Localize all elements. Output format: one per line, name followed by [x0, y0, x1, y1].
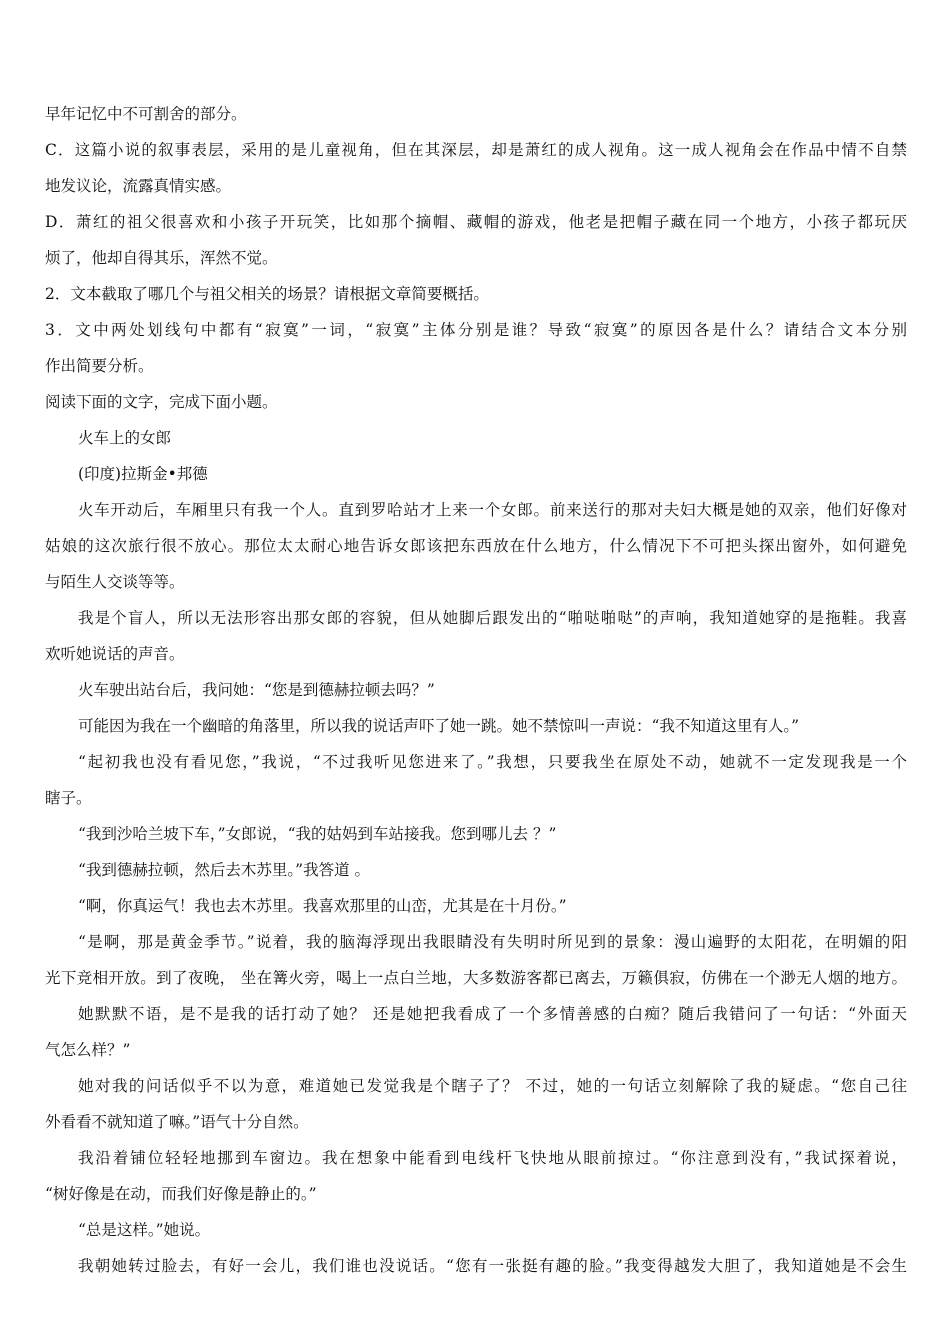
story-paragraph-line: 我是个盲人，所以无法形容出那女郎的容貌，但从她脚后跟发出的“啪哒啪哒”的声响，我知道她穿的是拖鞋。我喜: [78, 609, 907, 627]
question-2: 2．文本截取了哪几个与祖父相关的场景？请根据文章简要概括。: [45, 285, 489, 303]
story-paragraph-line: 我朝她转过脸去，有好一会儿，我们谁也没说话。“您有一张挺有趣的脸。”我变得越发大胆了，我知道她是不会生: [78, 1257, 907, 1275]
option-d-line: D．萧红的祖父很喜欢和小孩子开玩笑，比如那个摘帽、藏帽的游戏，他老是把帽子藏在同一个地方，小孩子都玩厌: [45, 213, 907, 231]
text-line: 烦了，他却自得其乐，浑然不觉。: [45, 249, 278, 267]
story-paragraph-line: “我到沙哈兰坡下车，”女郎说，“我的姑妈到车站接我。您到哪儿去 ？”: [78, 825, 557, 843]
story-author: (印度)拉斯金•邦德: [78, 465, 208, 483]
story-paragraph-line: 气怎么样？”: [45, 1041, 131, 1059]
question-3: 3．文中两处划线句中都有“寂寞”一词，“寂寞”主体分别是谁？导致“寂寞”的原因各是什么？请结合文本分别: [45, 321, 907, 339]
text-line: 地发议论，流露真情实感。: [45, 177, 232, 195]
story-paragraph-line: 欢听她说话的声音。: [45, 645, 185, 663]
story-paragraph-line: “是啊，那是黄金季节。”说着，我的脑海浮现出我眼睛没有失明时所见到的景象：漫山遍野的太阳花，在明媚的阳: [78, 933, 907, 951]
reading-instruction: 阅读下面的文字，完成下面小题。: [45, 393, 278, 411]
story-paragraph-line: 火车开动后，车厢里只有我一个人。直到罗哈站才上来一个女郎。前来送行的那对夫妇大概是她的双亲，他们好像对: [78, 501, 907, 519]
story-paragraph-line: 姑娘的这次旅行很不放心。那位太太耐心地告诉女郎该把东西放在什么地方，什么情况下不可把头探出窗外，如何避免: [45, 537, 907, 555]
story-paragraph-line: 与陌生人交谈等等。: [45, 573, 185, 591]
story-paragraph-line: 火车驶出站台后，我问她：“您是到德赫拉顿去吗？”: [78, 681, 435, 699]
story-paragraph-line: 瞎子。: [45, 789, 92, 807]
story-paragraph-line: “树好像是在动，而我们好像是静止的。”: [45, 1185, 317, 1203]
story-paragraph-line: 我沿着铺位轻轻地挪到车窗边。我在想象中能看到电线杆飞快地从眼前掠过。“你注意到没有，”我试探着说，: [78, 1149, 907, 1167]
story-paragraph-line: “起初我也没有看见您，”我说，“不过我听见您进来了。”我想，只要我坐在原处不动，她就不一定发现我是一个: [78, 753, 907, 771]
text-line: 作出简要分析。: [45, 357, 154, 375]
story-paragraph-line: 外看看不就知道了嘛。”语气十分自然。: [45, 1113, 309, 1131]
option-c-line: C．这篇小说的叙事表层，采用的是儿童视角，但在其深层，却是萧红的成人视角。这一成人视角会在作品中情不自禁: [45, 141, 907, 159]
story-title: 火车上的女郎: [78, 429, 172, 447]
story-paragraph-line: “啊，你真运气！我也去木苏里。我喜欢那里的山峦，尤其是在十月份。”: [78, 897, 567, 915]
story-paragraph-line: 光下竞相开放。到了夜晚， 坐在篝火旁，喝上一点白兰地，大多数游客都已离去，万籁俱寂，仿佛在一个渺无人烟的地方。: [45, 969, 907, 987]
story-paragraph-line: “我到德赫拉顿，然后去木苏里。”我答道 。: [78, 861, 371, 879]
story-paragraph-line: 可能因为我在一个幽暗的角落里，所以我的说话声吓了她一跳。她不禁惊叫一声说：“我不知道这里有人。”: [78, 717, 800, 735]
text-line: 早年记忆中不可割舍的部分。: [45, 105, 247, 123]
story-paragraph-line: 她对我的问话似乎不以为意，难道她已发觉我是个瞎子了？ 不过，她的一句话立刻解除了我的疑虑。“您自己往: [78, 1077, 907, 1095]
document-body: [45, 96, 907, 1284]
story-paragraph-line: 她默默不语，是不是我的话打动了她？ 还是她把我看成了一个多情善感的白痴？随后我错问了一句话：“外面天: [78, 1005, 907, 1023]
story-paragraph-line: “总是这样。”她说。: [78, 1221, 211, 1239]
